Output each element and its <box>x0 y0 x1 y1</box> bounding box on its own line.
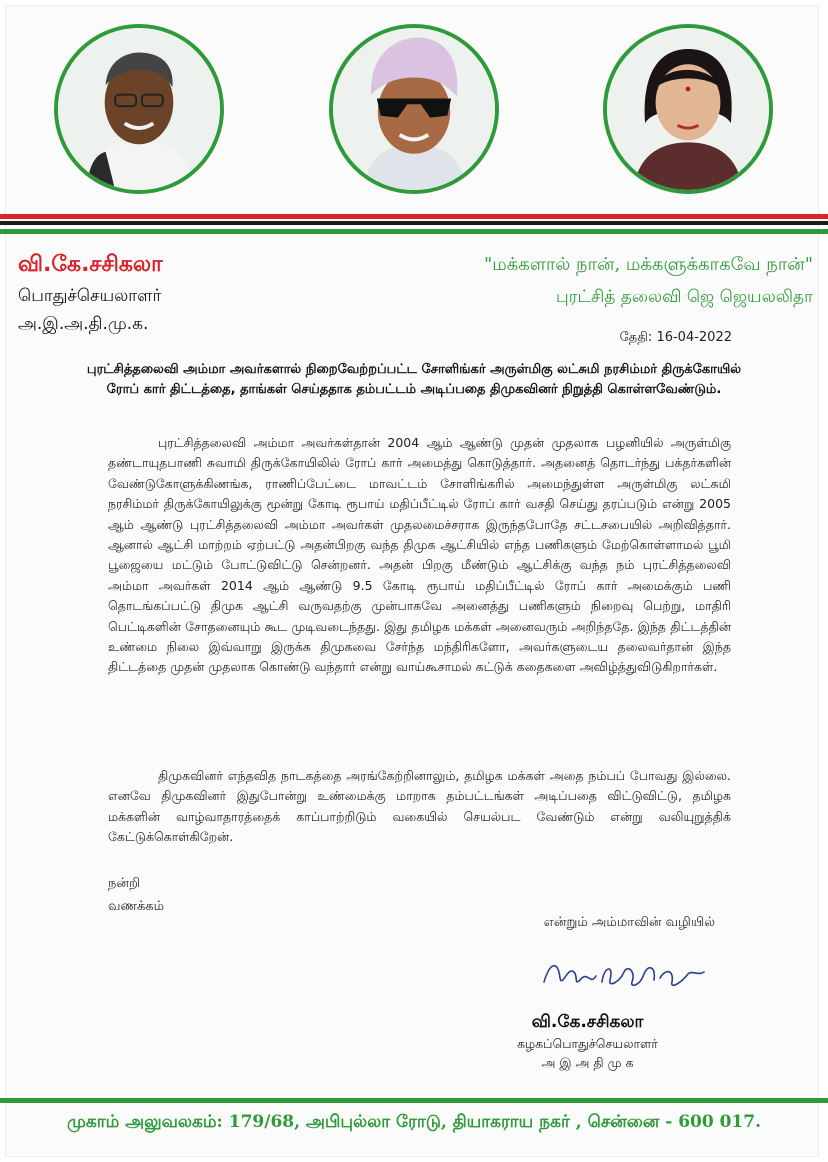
quote-author: புரட்சித் தலைவி ஜெ ஜெயலலிதா <box>556 287 813 307</box>
signatory-title: கழகப்பொதுச்செயலாளர் <box>517 1036 658 1051</box>
signatory-name: வி.கே.சசிகலா <box>531 1012 644 1032</box>
portrait-man-fur-cap-sunglasses-icon <box>329 24 499 194</box>
body-paragraph-2: திமுகவினர் எந்தவித நாடகத்தை அரங்கேற்றினாலும், தமிழக மக்கள் அதை நம்பப் போவது இல்லை. எனவே திமுகவினர் இதுபோன்று உண்மைக்கு மாறாக தம்பட்டங்கள் அடிப்பதை விட்டுவிட்டு, தமிழக மக்களின் வாழ்வாதாரத்தைக் காப்பாற்றிடும் வகையில் செயல்பட வேண்டும் என்று வலியுறுத்திக் கேட்டுக்கொள்கிறேன். <box>108 768 731 845</box>
footer-address: முகாம் அலுவலகம்: 179/68, அபிபுல்லா ரோடு, தியாகராய நகர் , சென்னை - 600 017. <box>66 1112 761 1132</box>
closing-greeting: வணக்கம் <box>108 899 165 914</box>
letter-subject: புரட்சித்தலைவி அம்மா அவர்களால் நிறைவேற்றப்பட்ட சோளிங்கர் அருள்மிகு லட்சுமி நரசிம்மர் திருக்கோயில் ரோப் கார் திட்டத்தை, தாங்கள் செய்ததாக தம்பட்டம் அடிப்பதை திமுகவினர் நிறுத்தி கொள்ளவேண்டும். <box>86 362 742 397</box>
header-rule-red <box>0 214 828 219</box>
sender-party: அ.இ.அ.தி.மு.க. <box>18 314 149 334</box>
portrait-woman-icon <box>603 24 773 194</box>
header-quote: "மக்களால் நான், மக்களுக்காகவே நான்" <box>483 254 813 275</box>
closing-tagline: என்றும் அம்மாவின் வழியில் <box>543 915 715 930</box>
sender-name: வி.கே.சசிகலா <box>18 252 163 277</box>
header-rule-black <box>0 221 828 225</box>
sender-title: பொதுச்செயலாளர் <box>18 286 162 306</box>
handwritten-signature <box>540 952 710 997</box>
body-paragraph-1: புரட்சித்தலைவி அம்மா அவர்கள்தான் 2004 ஆம் ஆண்டு முதன் முதலாக பழனியில் அருள்மிகு தண்டாயுதபாணி சுவாமி திருக்கோயிலில் ரோப் கார் அமைத்து கொடுத்தார். அதனைத் தொடர்ந்து பக்தர்களின் வேண்டுகோளுக்கிணங்க, ராணிப்பேட்டை மாவட்டம் சோளிங்கரில் அமைந்துள்ள அருள்மிகு லட்சுமி நரசிம்மர் திருக்கோயிலுக்கு மூன்று கோடி ரூபாய் மதிப்பீட்டில் ரோப் கார் வசதி செய்து தரப்படும் என்று 2005 ஆம் ஆண்டு புரட்சித்தலைவி அம்மா அவர்கள் முதலமைச்சராக இருந்தபோதே சட்டசபையில் அறிவித்தார். ஆனால் ஆட்சி மாற்றம் ஏற்பட்டு அதன்பிறகு வந்த திமுக ஆட்சியில் எந்த பணிகளும் மேற்கொள்ளாமல் பூமி பூஜையை மட்டும் போட்டுவிட்டு சென்றனர். அதன் பிறகு மீண்டும் ஆட்சிக்கு வந்த நம் புரட்சித்தலைவி அம்மா அவர்கள் 2014 ஆம் ஆண்டு 9.5 கோடி ரூபாய் மதிப்பீட்டில் ரோப் கார் அமைக்கும் பணி தொடங்கப்பட்டு திமுக ஆட்சி வருவதற்கு முன்பாகவே அனைத்து பணிகளும் நிறைவு பெற்று, மாதிரி பெட்டிகளின் சோதனையும் கூட முடிவடைந்தது. இது தமிழக மக்கள் அனைவரும் அறிந்ததே. இந்த திட்டத்தின் உண்மை நிலை இவ்வாறு இருக்க திமுகவை சேர்ந்த மந்திரிகளோ, அவர்களுடைய தலைவர்தான் இந்த திட்டத்தை முதன் முதலாக கொண்டு வந்தார் என்று வாய்கூசாமல் கட்டுக் கதைகளை அவிழ்த்துவிடுகிறார்கள். <box>108 435 731 675</box>
header-rule-green <box>0 229 828 234</box>
signatory-party: அ இ அ தி மு க <box>541 1055 634 1070</box>
letter-date: தேதி: 16-04-2022 <box>619 330 732 345</box>
closing-thanks: நன்றி <box>108 876 141 891</box>
portrait-man-glasses-icon <box>54 24 224 194</box>
footer-rule-green <box>0 1098 828 1103</box>
